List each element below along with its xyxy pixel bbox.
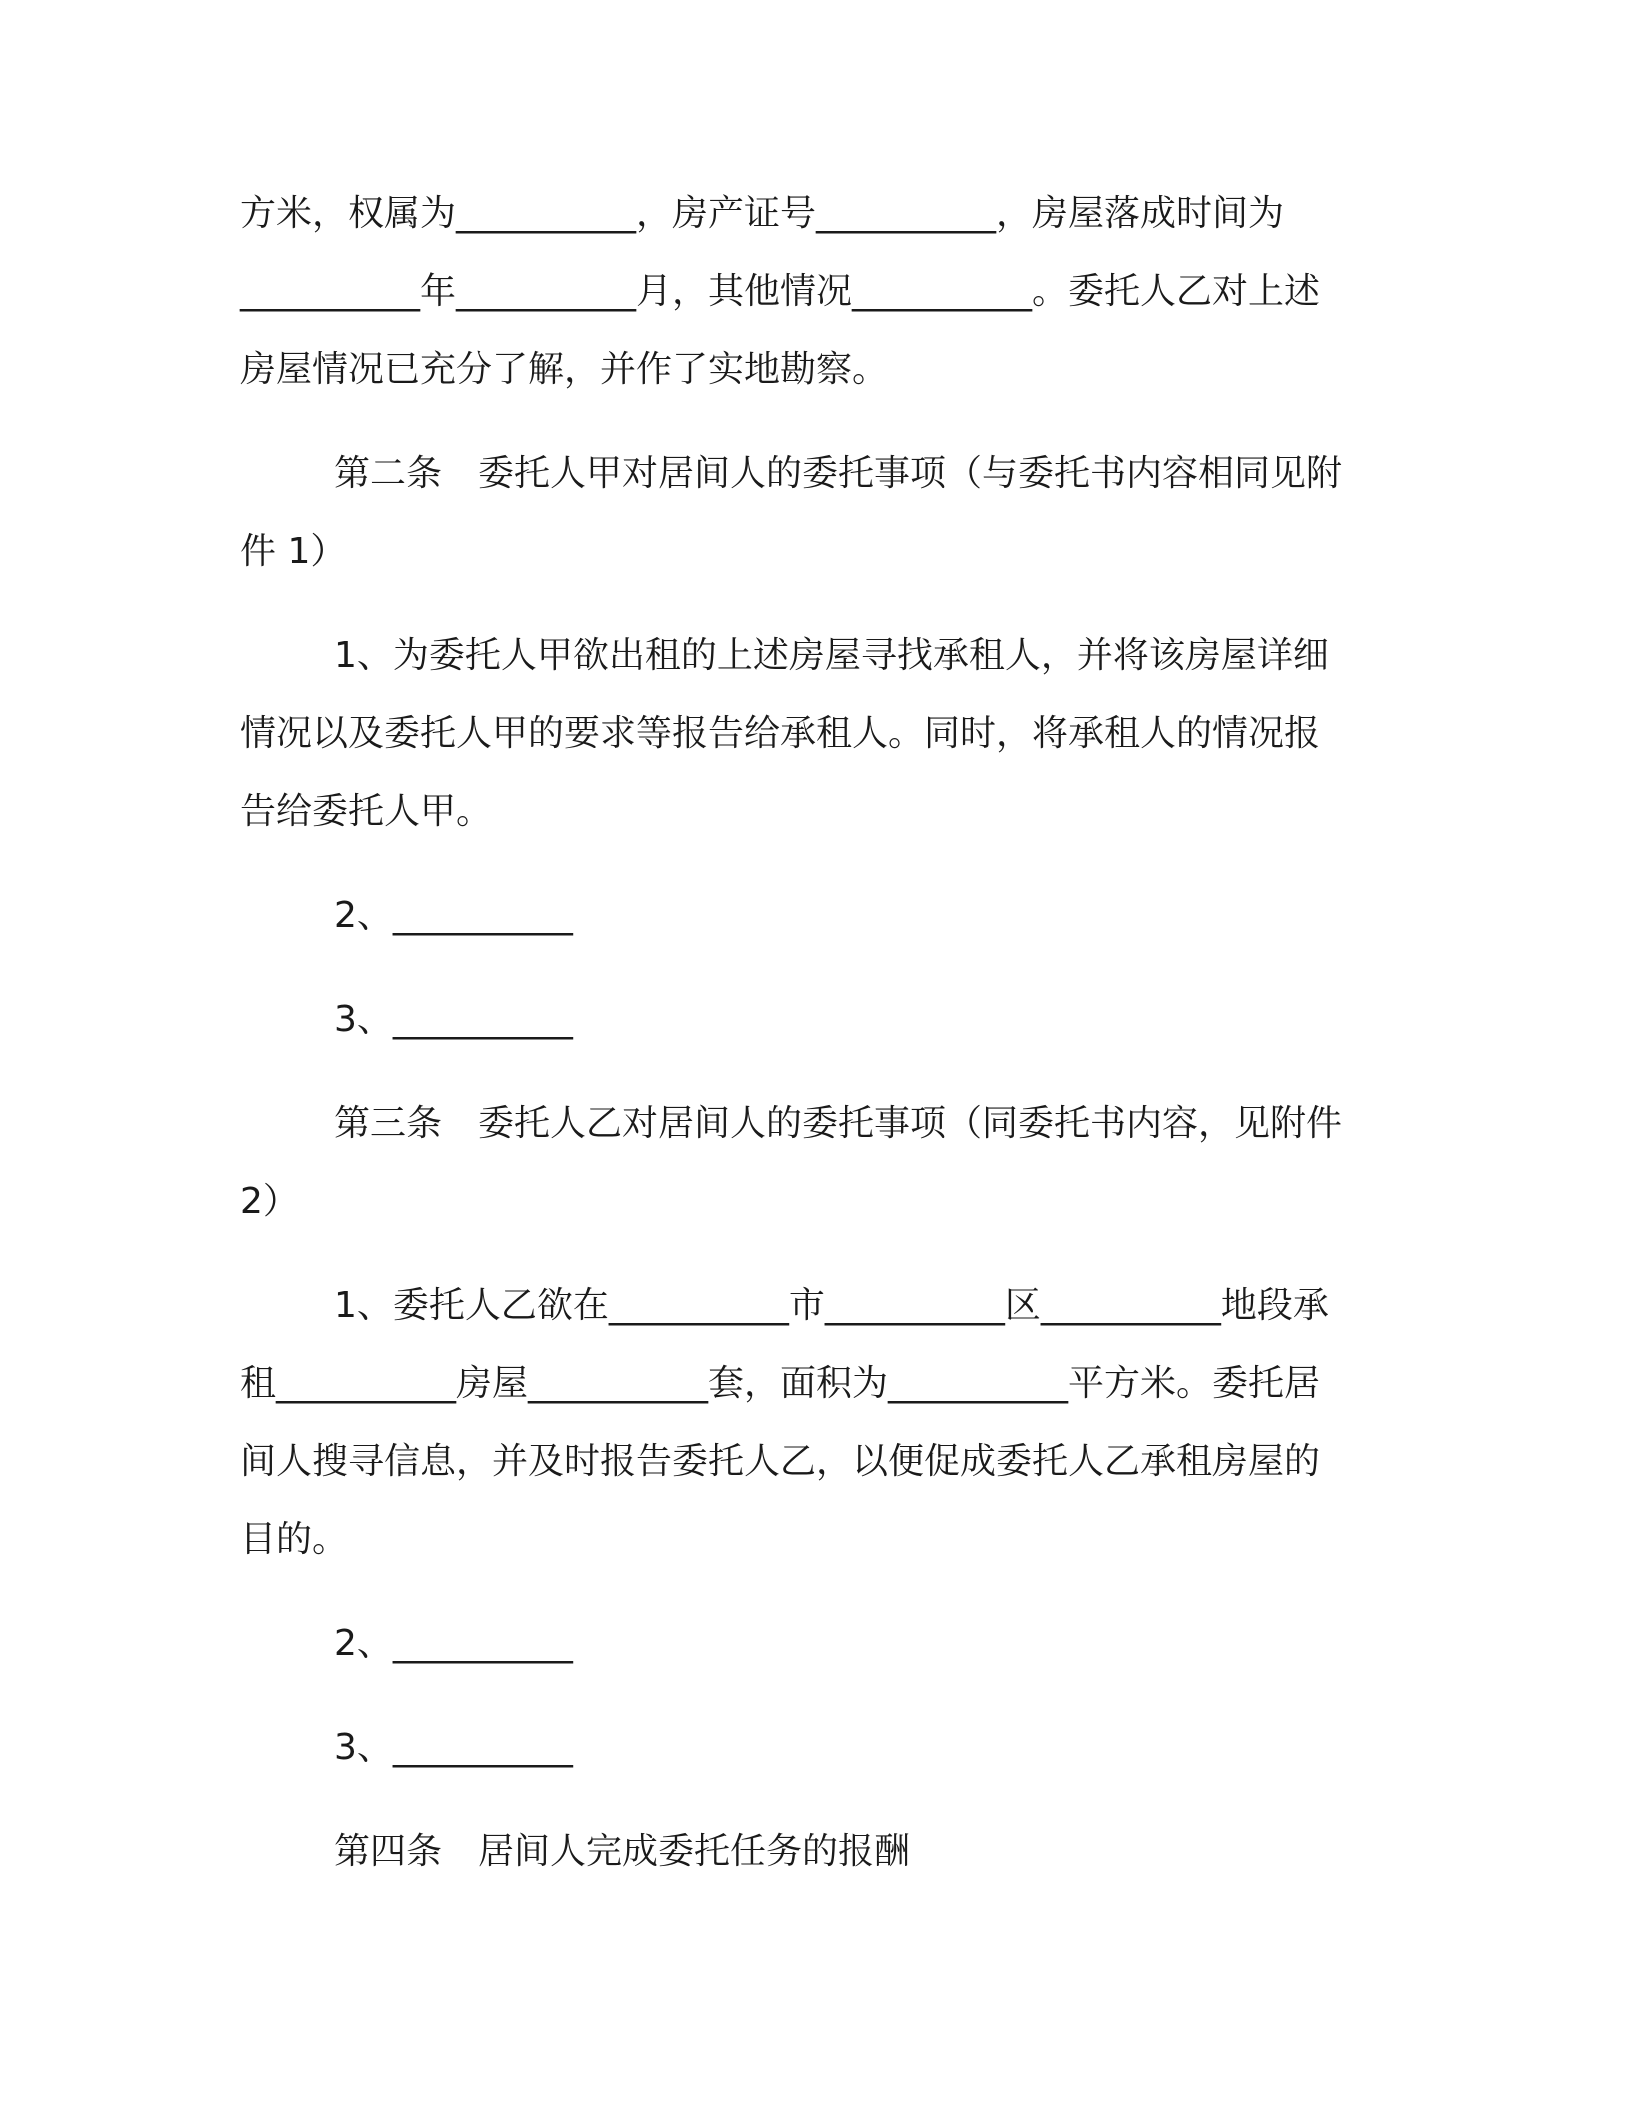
article-2-heading: 第二条 委托人甲对居间人的委托事项（与委托书内容相同见附	[334, 453, 1343, 494]
body-text-line: 方米，权属为__________，房产证号__________，房屋落成时间为	[240, 193, 1285, 234]
article-2-item-1-cont: 告给委托人甲。	[240, 791, 493, 832]
article-2-item-3: 3、__________	[334, 999, 573, 1040]
article-2-heading-cont: 件 1）	[240, 531, 347, 572]
article-3-item-3: 3、__________	[334, 1727, 573, 1768]
body-text-line: __________年__________月，其他情况__________。委托人乙对上述	[240, 271, 1321, 312]
article-3-item-1-cont: 租__________房屋__________套，面积为__________平方米。委托居	[240, 1363, 1321, 1404]
article-2-item-1: 1、为委托人甲欲出租的上述房屋寻找承租人，并将该房屋详细	[334, 635, 1329, 676]
article-4-heading: 第四条 居间人完成委托任务的报酬	[334, 1831, 911, 1872]
article-3-heading-cont: 2）	[240, 1181, 299, 1222]
article-3-item-1-cont: 间人搜寻信息，并及时报告委托人乙，以便促成委托人乙承租房屋的	[240, 1441, 1321, 1482]
body-text-line: 房屋情况已充分了解，并作了实地勘察。	[240, 349, 889, 390]
article-3-item-1: 1、委托人乙欲在__________市__________区__________地段承	[334, 1285, 1329, 1326]
article-3-item-2: 2、__________	[334, 1623, 573, 1664]
article-2-item-2: 2、__________	[334, 895, 573, 936]
article-3-item-1-cont: 目的。	[240, 1519, 349, 1560]
article-2-item-1-cont: 情况以及委托人甲的要求等报告给承租人。同时，将承租人的情况报	[240, 713, 1321, 754]
article-3-heading: 第三条 委托人乙对居间人的委托事项（同委托书内容，见附件	[334, 1103, 1343, 1144]
